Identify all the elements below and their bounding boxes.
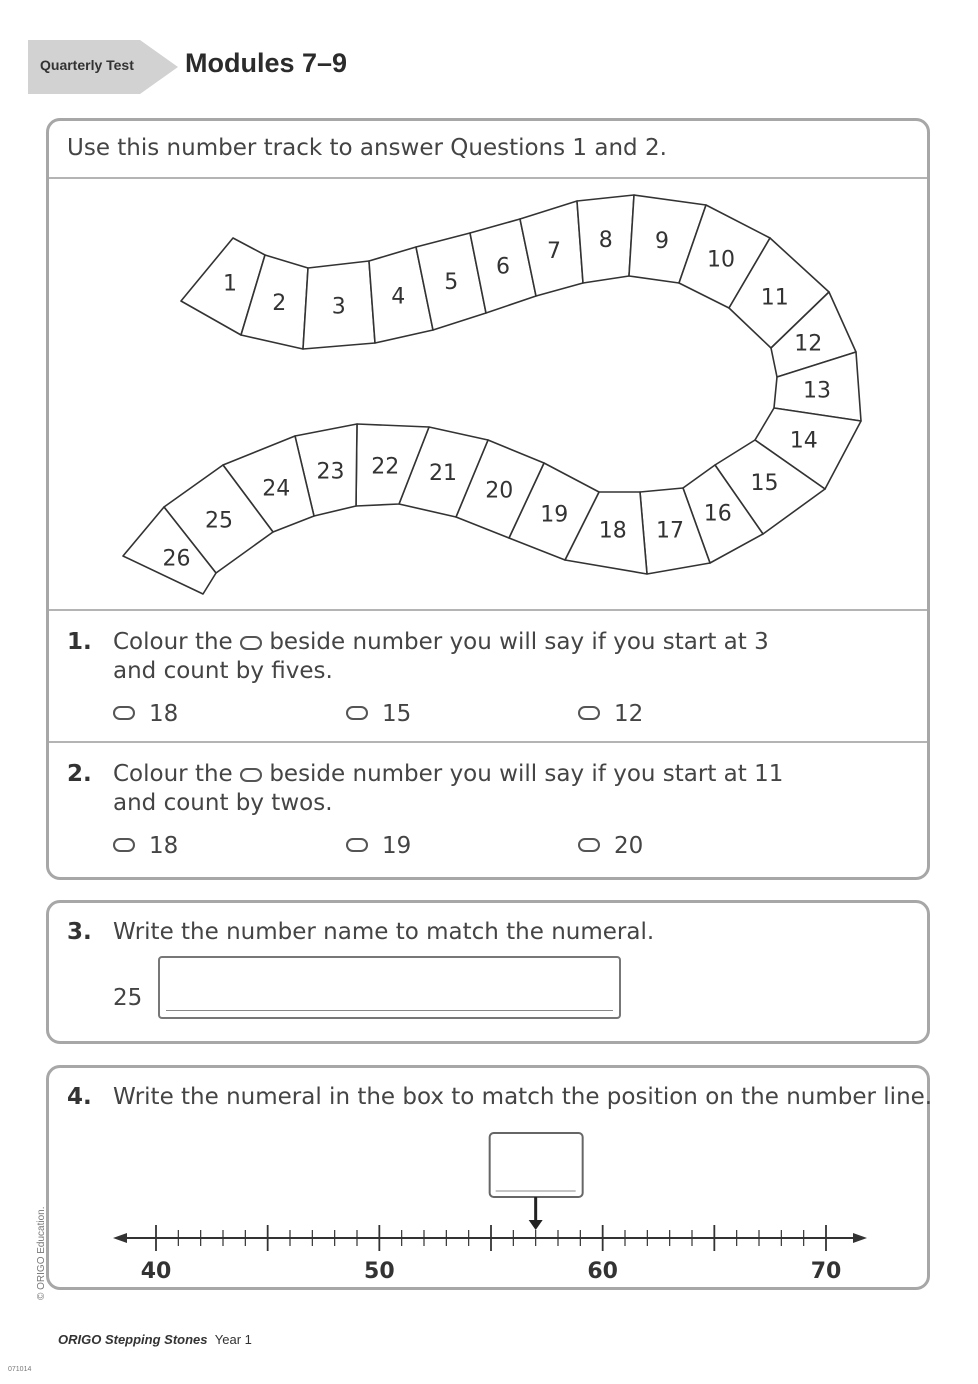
track-cell-number: 4 (391, 284, 406, 310)
question-2-number: 2. (67, 761, 92, 787)
question-1-line2: and count by fives. (113, 658, 333, 684)
footer-brand (58, 1332, 252, 1347)
oval-icon (240, 768, 262, 782)
answer-oval[interactable] (113, 706, 135, 720)
question-4-panel (46, 1065, 933, 1290)
question-2-line2: and count by twos. (113, 790, 333, 816)
track-instruction: Use this number track to answer Questions 1 and 2. (67, 135, 667, 161)
question-3-number: 3. (67, 919, 92, 945)
q1-option[interactable] (113, 701, 178, 727)
track-cell-number: 24 (262, 476, 291, 502)
q1-text-after: beside number you will say if you start at 3 (269, 629, 769, 655)
number-line (49, 1123, 927, 1288)
oval-icon (240, 636, 262, 650)
copyright: © ORIGO Education. (36, 1206, 47, 1300)
question-4-text: Write the numeral in the box to match the position on the number line. (113, 1084, 933, 1110)
track-cell-number: 13 (803, 378, 831, 404)
answer-line (166, 1010, 613, 1011)
answer-oval[interactable] (346, 706, 368, 720)
track-cell-number: 17 (656, 518, 684, 544)
number-line-label: 40 (140, 1259, 172, 1284)
track-cell-number: 16 (703, 501, 732, 527)
q2-text-before: Colour the (113, 761, 233, 787)
document-code: 071014 (8, 1366, 32, 1373)
q1-option-label: 12 (614, 701, 644, 727)
number-track-panel (46, 118, 930, 880)
track-cell-number: 23 (316, 459, 345, 485)
track-cell-number: 8 (598, 227, 613, 253)
q2-option-label: 18 (149, 833, 179, 859)
pointer-arrow-icon (529, 1220, 543, 1230)
track-cell-number: 2 (272, 290, 287, 316)
track-cell-number: 11 (760, 285, 789, 311)
question-1-text (113, 629, 769, 655)
answer-oval[interactable] (113, 838, 135, 852)
track-cell-number: 3 (331, 294, 346, 320)
question-3-text: Write the number name to match the numeral. (113, 919, 655, 945)
number-line-label: 50 (364, 1259, 395, 1284)
question-2-text (113, 761, 783, 787)
track-cell-number: 7 (547, 238, 561, 264)
divider (49, 609, 927, 611)
q1-option-label: 15 (382, 701, 412, 727)
tag-label: Quarterly Test (40, 57, 134, 73)
track-cell-number: 22 (371, 454, 400, 480)
number-line-label: 60 (587, 1259, 618, 1284)
divider (49, 741, 927, 743)
track-cell-number: 5 (444, 269, 459, 295)
quarterly-test-tag (28, 40, 178, 92)
track-cell-number: 20 (485, 478, 514, 504)
number-track (49, 179, 927, 609)
question-1-number: 1. (67, 629, 92, 655)
answer-oval[interactable] (578, 706, 600, 720)
q2-option-label: 19 (382, 833, 412, 859)
q2-option[interactable] (346, 833, 411, 859)
numeral-answer-box[interactable] (490, 1133, 583, 1197)
grade-year: Year 1 (214, 1332, 252, 1347)
track-cell-number: 18 (598, 518, 627, 544)
track-cell-number: 10 (707, 247, 735, 273)
q1-option[interactable] (578, 701, 643, 727)
track-cell-number: 14 (789, 428, 818, 454)
track-cells (123, 195, 861, 594)
track-cell-number: 1 (223, 271, 237, 297)
track-cell-number: 26 (162, 546, 191, 572)
question-4-number: 4. (67, 1084, 92, 1110)
left-arrow-icon (113, 1233, 127, 1243)
answer-oval[interactable] (346, 838, 368, 852)
track-cell-number: 21 (429, 461, 457, 486)
q2-option[interactable] (578, 833, 643, 859)
page-title: Modules 7–9 (185, 48, 348, 78)
track-cell-number: 6 (496, 254, 510, 280)
answer-oval[interactable] (578, 838, 600, 852)
number-line-label: 70 (810, 1259, 842, 1284)
q1-option[interactable] (346, 701, 411, 727)
track-cell-number: 19 (540, 502, 569, 528)
brand-name: ORIGO Stepping Stones (58, 1332, 208, 1347)
q1-option-label: 18 (149, 701, 179, 727)
track-cell-number: 9 (655, 228, 669, 254)
question-3-panel (46, 900, 930, 1044)
number-name-answer-box[interactable] (158, 956, 621, 1019)
track-cell-number: 15 (750, 471, 779, 496)
q2-text-after: beside number you will say if you start at 11 (269, 761, 784, 787)
question-3-numeral: 25 (113, 985, 143, 1011)
right-arrow-icon (853, 1233, 867, 1243)
track-cell-number: 12 (794, 331, 823, 357)
q2-option-label: 20 (614, 833, 644, 859)
track-cell-number: 25 (205, 508, 233, 534)
q2-option[interactable] (113, 833, 178, 859)
q1-text-before: Colour the (113, 629, 233, 655)
